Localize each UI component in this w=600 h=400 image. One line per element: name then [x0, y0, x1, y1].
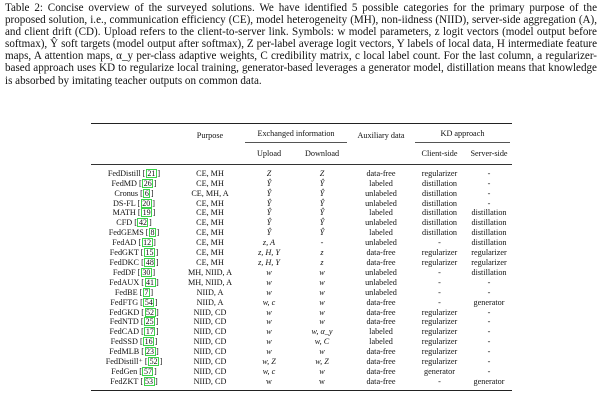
server-side-cell: distillation: [471, 208, 507, 218]
method-name: FedMD: [111, 178, 137, 188]
server-side-cell: -: [487, 357, 491, 367]
upload-cell: Ŷ: [266, 198, 272, 208]
upload-cell: w: [266, 337, 272, 347]
purpose-cell: CE, MH, A: [191, 188, 229, 198]
auxiliary-data-cell: unlabeled: [365, 267, 397, 277]
table-row: [91, 377, 512, 390]
upload-cell: Z: [266, 168, 272, 178]
table-row: [91, 337, 512, 347]
auxiliary-data-cell: unlabeled: [365, 238, 397, 248]
upload-cell: z, H, Y: [258, 257, 280, 267]
auxiliary-data-cell: data-free: [366, 347, 396, 357]
download-cell: Z: [319, 168, 325, 178]
auxiliary-data-cell: unlabeled: [365, 218, 397, 228]
method-name: DS-FL: [113, 198, 136, 208]
citation-link[interactable]: 6: [144, 188, 149, 198]
citation-link[interactable]: 19: [142, 208, 151, 218]
auxiliary-data-cell: unlabeled: [365, 277, 397, 287]
purpose-cell: CE, MH: [196, 257, 224, 267]
upload-cell: w: [266, 287, 272, 297]
download-cell: w: [319, 277, 325, 287]
method-cell: FedZKT [ 53 ]: [91, 377, 177, 390]
client-side-cell: -: [438, 287, 441, 297]
auxiliary-data-cell: data-free: [366, 307, 396, 317]
client-side-cell: -: [438, 277, 441, 287]
auxiliary-data-cell: unlabeled: [365, 198, 397, 208]
method-cell: FedGEMS [ 8 ]: [108, 228, 160, 238]
upload-cell: w, Z: [262, 357, 276, 367]
method-cell: CFD [ 42 ]: [116, 218, 152, 228]
upload-cell: Ŷ: [266, 178, 272, 188]
method-cell: FedMD [ 26 ]: [111, 178, 157, 188]
download-cell: w: [319, 287, 325, 297]
citation-link[interactable]: 16: [144, 337, 153, 347]
citation-link[interactable]: 20: [142, 198, 151, 208]
header-client-side: Client-side: [413, 146, 466, 164]
download-cell: Ŷ: [319, 208, 325, 218]
method-name: FedDistill: [107, 168, 141, 178]
method-name: FedDKC: [109, 257, 140, 267]
header-blank: [349, 146, 413, 164]
method-name: FedCAD: [109, 327, 140, 337]
download-cell: w: [319, 307, 325, 317]
auxiliary-data-cell: labeled: [369, 228, 393, 238]
auxiliary-data-cell: data-free: [366, 168, 396, 178]
method-cell: FedDF [ 30 ]: [112, 267, 156, 277]
auxiliary-data-cell: data-free: [366, 357, 396, 367]
upload-cell: w: [266, 277, 272, 287]
citation-link[interactable]: 26: [143, 178, 152, 188]
citation-link[interactable]: 41: [146, 277, 155, 287]
auxiliary-data-cell: labeled: [369, 208, 393, 218]
table-row: [91, 228, 512, 238]
table-row: [91, 189, 512, 199]
server-side-cell: -: [487, 168, 491, 178]
caption-text: Table 2: Concise overview of the surveyed solutions. We have identified 5 possible categories for the primary purpose of the proposed solution, i.e., communication efficiency (CE), model heterogeneity (MH), non-iidness (NIID), server-side aggregation (A), and client drift (CD). Upload refers to the client-to-server link. Symbols: w model parameters, z logit vectors (model output before softmax), Ŷ soft targets (model output after softmax), Z per-label average logit vectors, Y labels of local data, H intermediate feature maps, A attention maps, α_y per-class adaptive weights, C credibility matrix, c local label count. For the last column, a regularizer-based approach uses KD to regularize local training, generator-based leverages a generator model, distillation means that knowledge is absorbed by imitating teacher outputs on common data.: [5, 2, 597, 87]
method-cell: DS-FL [ 20 ]: [113, 198, 155, 208]
download-cell: w: [319, 267, 325, 277]
auxiliary-data-cell: data-free: [366, 297, 396, 307]
auxiliary-data-cell: data-free: [366, 257, 396, 267]
download-cell: w: [319, 366, 325, 376]
server-side-cell: regularizer: [471, 248, 507, 258]
header-exchanged-label: Exchanged information: [245, 129, 347, 143]
server-side-cell: -: [487, 347, 491, 357]
citation-link[interactable]: 23: [146, 347, 155, 357]
table-row: [91, 308, 512, 318]
server-side-cell: -: [487, 198, 491, 208]
server-side-cell: distillation: [471, 238, 507, 248]
download-cell: Ŷ: [319, 218, 325, 228]
client-side-cell: -: [438, 267, 441, 277]
download-cell: Ŷ: [319, 188, 325, 198]
citation-link[interactable]: 7: [144, 287, 149, 297]
method-cell: FedDistill⁺ [ 52 ]: [105, 357, 163, 367]
upload-cell: w: [266, 347, 272, 357]
table-row: [91, 164, 512, 178]
purpose-cell: CE, MH: [196, 218, 224, 228]
auxiliary-data-cell: data-free: [366, 248, 396, 258]
download-cell: Ŷ: [319, 228, 325, 238]
purpose-cell: CE, MH: [196, 198, 224, 208]
client-side-cell: regularizer: [421, 337, 458, 347]
method-name: FedZKT: [110, 376, 139, 386]
method-cell: FedGKT [ 15 ]: [109, 248, 159, 258]
client-side-cell: -: [438, 297, 441, 307]
client-side-cell: regularizer: [421, 357, 458, 367]
purpose-cell: MH, NIID, A: [187, 267, 233, 277]
table-row: [91, 357, 512, 367]
client-side-cell: distillation: [421, 228, 458, 238]
download-cell: Ŷ: [319, 198, 325, 208]
method-cell: FedSSD [ 16 ]: [110, 337, 158, 347]
auxiliary-data-cell: data-free: [349, 377, 413, 390]
method-name: FedFTG: [110, 297, 139, 307]
purpose-cell: NIID, CD: [193, 327, 227, 337]
download-cell: -: [320, 238, 324, 248]
auxiliary-data-cell: unlabeled: [365, 287, 397, 297]
purpose-cell: NIID, CD: [193, 317, 227, 327]
server-side-cell: regularizer: [471, 257, 507, 267]
server-side-cell: -: [487, 178, 491, 188]
table-row: [91, 327, 512, 337]
citation-link[interactable]: 21: [147, 168, 156, 178]
download-cell: z: [320, 257, 324, 267]
client-side-cell: regularizer: [421, 327, 458, 337]
method-name: FedBE: [114, 287, 138, 297]
client-side-cell: distillation: [421, 188, 458, 198]
client-side-cell: distillation: [421, 218, 458, 228]
citation-link[interactable]: 42: [138, 218, 147, 228]
purpose-cell: MH, NIID, A: [187, 277, 233, 287]
citation-link[interactable]: 57: [143, 366, 152, 376]
header-auxiliary-data: Auxiliary data: [349, 124, 413, 146]
method-name: FedGen: [111, 366, 138, 376]
server-side-cell: -: [487, 307, 491, 317]
table-row: [91, 248, 512, 258]
server-side-cell: distillation: [471, 228, 507, 238]
method-name: FedGKD: [109, 307, 140, 317]
header-kd-label: KD approach: [415, 129, 510, 143]
method-cell: FedGKD [ 52 ]: [109, 307, 159, 317]
upload-cell: w, c: [262, 366, 276, 376]
server-side-cell: -: [487, 337, 491, 347]
download-cell: w, α_y: [311, 327, 333, 337]
upload-cell: w: [266, 267, 272, 277]
citation-link[interactable]: 15: [145, 248, 154, 258]
server-side-cell: -: [487, 277, 491, 287]
table-row: [91, 298, 512, 308]
upload-cell: z, H, Y: [258, 248, 280, 258]
table-caption: [5, 2, 597, 87]
citation-link[interactable]: 12: [143, 238, 152, 248]
method-cell: FedNTD [ 25 ]: [109, 317, 159, 327]
method-name: Cronus: [114, 188, 139, 198]
client-side-cell: regularizer: [421, 347, 458, 357]
table-row: [91, 367, 512, 377]
purpose-cell: NIID, CD: [193, 337, 227, 347]
server-side-cell: -: [487, 287, 491, 297]
header-blank: [177, 146, 243, 164]
citation-link[interactable]: 48: [145, 257, 154, 267]
survey-table: [91, 123, 512, 391]
method-cell: FedCAD [ 17 ]: [109, 327, 159, 337]
server-side-cell: -: [487, 327, 491, 337]
method-cell: FedAUX [ 41 ]: [109, 277, 159, 287]
method-name: CFD: [116, 218, 133, 228]
client-side-cell: distillation: [421, 198, 458, 208]
method-name: FedSSD: [110, 337, 138, 347]
table-row: [91, 208, 512, 218]
purpose-cell: CE, MH: [196, 168, 224, 178]
auxiliary-data-cell: labeled: [369, 178, 393, 188]
client-side-cell: distillation: [421, 178, 458, 188]
upload-cell: w: [243, 377, 295, 390]
citation-link[interactable]: 53: [145, 376, 154, 386]
auxiliary-data-cell: labeled: [369, 327, 393, 337]
download-cell: w, C: [314, 337, 330, 347]
header-kd-approach: [413, 124, 512, 146]
client-side-cell: -: [413, 377, 466, 390]
purpose-cell: CE, MH: [196, 238, 224, 248]
download-cell: w: [319, 347, 325, 357]
header-blank: [91, 146, 177, 164]
citation-link[interactable]: 17: [145, 327, 154, 337]
method-cell: FedAD [ 12 ]: [112, 238, 156, 248]
purpose-cell: NIID, A: [196, 297, 224, 307]
download-cell: w: [319, 317, 325, 327]
citation-link[interactable]: 30: [142, 267, 151, 277]
client-side-cell: -: [438, 238, 441, 248]
download-cell: w: [319, 297, 325, 307]
client-side-cell: regularizer: [421, 257, 458, 267]
server-side-cell: -: [487, 366, 491, 376]
table-row: [91, 238, 512, 248]
table-row: [91, 258, 512, 268]
download-cell: w: [295, 377, 349, 390]
upload-cell: w: [266, 327, 272, 337]
header-purpose: Purpose: [177, 124, 243, 146]
auxiliary-data-cell: data-free: [366, 366, 396, 376]
method-cell: FedGen [ 57 ]: [111, 366, 157, 376]
citation-link[interactable]: 8: [150, 228, 155, 238]
table-row: [91, 347, 512, 357]
method-name: FedGEMS: [108, 228, 144, 238]
upload-cell: Ŷ: [266, 228, 272, 238]
table-row: [91, 317, 512, 327]
server-side-cell: distillation: [471, 267, 507, 277]
upload-cell: w: [266, 307, 272, 317]
table-row: [91, 278, 512, 288]
method-name: FedAD: [112, 238, 137, 248]
purpose-cell: NIID, A: [196, 287, 224, 297]
purpose-cell: NIID, CD: [177, 377, 243, 390]
upload-cell: Ŷ: [266, 218, 272, 228]
client-side-cell: regularizer: [421, 248, 458, 258]
download-cell: w, Z: [315, 357, 329, 367]
client-side-cell: generator: [424, 366, 455, 376]
table-row: [91, 218, 512, 228]
upload-cell: Ŷ: [266, 208, 272, 218]
citation-link[interactable]: 54: [144, 297, 153, 307]
upload-cell: Ŷ: [266, 188, 272, 198]
server-side-cell: generator: [466, 377, 512, 390]
purpose-cell: NIID, CD: [193, 357, 227, 367]
download-cell: Ŷ: [319, 178, 325, 188]
table-body: [91, 164, 512, 390]
method-name: FedDistill⁺: [105, 357, 143, 367]
header-exchanged-information: [243, 124, 349, 146]
method-cell: FedMLB [ 23 ]: [109, 347, 159, 357]
upload-cell: z, A: [262, 238, 276, 248]
citation-link[interactable]: 25: [145, 317, 154, 327]
method-name: FedMLB: [109, 347, 140, 357]
method-name: FedNTD: [109, 317, 139, 327]
method-name: FedAUX: [109, 277, 140, 287]
auxiliary-data-cell: data-free: [366, 317, 396, 327]
method-name: FedGKT: [109, 248, 139, 258]
purpose-cell: NIID, CD: [193, 307, 227, 317]
header-download: Download: [295, 146, 349, 164]
purpose-cell: CE, MH: [196, 248, 224, 258]
upload-cell: w: [266, 317, 272, 327]
method-cell: MATH [ 19 ]: [112, 208, 156, 218]
method-name: MATH: [112, 208, 136, 218]
purpose-cell: CE, MH: [196, 178, 224, 188]
header-server-side: Server-side: [466, 146, 512, 164]
method-cell: FedDistill [ 21 ]: [107, 168, 161, 178]
table-row: [91, 199, 512, 209]
server-side-cell: -: [487, 188, 491, 198]
purpose-cell: CE, MH: [196, 228, 224, 238]
method-cell: Cronus [ 6 ]: [114, 188, 154, 198]
method-name: FedDF: [112, 267, 136, 277]
table-row: [91, 268, 512, 278]
server-side-cell: generator: [473, 297, 505, 307]
client-side-cell: regularizer: [421, 307, 458, 317]
header-method: [91, 124, 177, 146]
client-side-cell: regularizer: [421, 317, 458, 327]
citation-link[interactable]: 52: [149, 357, 158, 367]
client-side-cell: regularizer: [421, 168, 458, 178]
purpose-cell: NIID, CD: [193, 347, 227, 357]
server-side-cell: -: [487, 317, 491, 327]
purpose-cell: CE, MH: [196, 208, 224, 218]
client-side-cell: distillation: [421, 208, 458, 218]
header-upload: Upload: [243, 146, 295, 164]
auxiliary-data-cell: unlabeled: [365, 188, 397, 198]
upload-cell: w, c: [262, 297, 276, 307]
method-cell: FedBE [ 7 ]: [114, 287, 154, 297]
survey-table-container: [91, 123, 512, 391]
table-row: [91, 288, 512, 298]
download-cell: z: [320, 248, 324, 258]
server-side-cell: distillation: [471, 218, 507, 228]
purpose-cell: NIID, CD: [193, 366, 227, 376]
citation-link[interactable]: 52: [146, 307, 155, 317]
method-cell: FedFTG [ 54 ]: [110, 297, 158, 307]
table-row: [91, 179, 512, 189]
method-cell: FedDKC [ 48 ]: [109, 257, 159, 267]
auxiliary-data-cell: labeled: [369, 337, 393, 347]
